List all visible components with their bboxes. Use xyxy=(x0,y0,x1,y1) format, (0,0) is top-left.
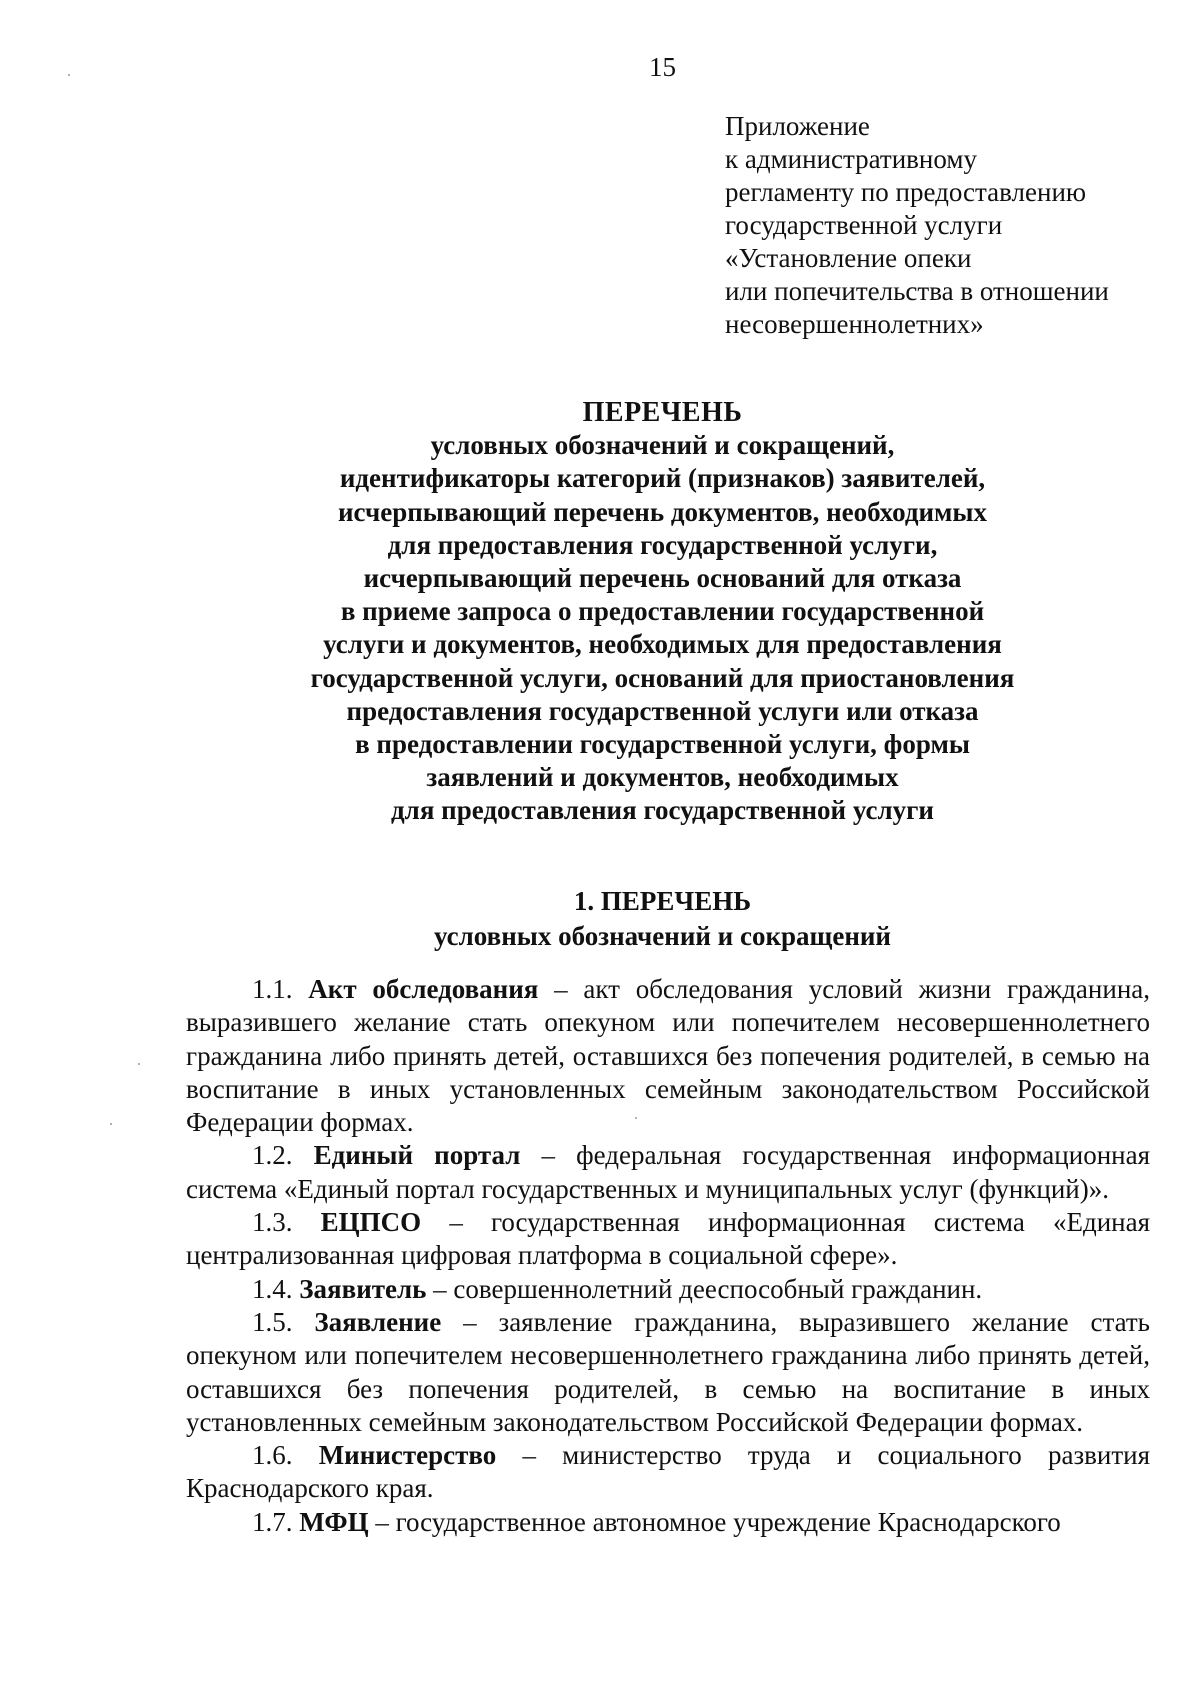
item-number: 1.5. xyxy=(252,1306,293,1337)
appendix-line: «Установление опеки xyxy=(725,243,972,273)
scan-speck xyxy=(635,1117,637,1119)
appendix-line: регламенту по предоставлению xyxy=(725,177,1087,207)
definition-item xyxy=(186,1139,1150,1206)
appendix-line: несовершеннолетних» xyxy=(725,309,984,339)
item-term: ЕЦПСО xyxy=(320,1207,422,1238)
appendix-line: или попечительства в отношении xyxy=(725,276,1109,306)
appendix-note xyxy=(725,110,1185,341)
item-definition: – заявление гражданина, выразившего желание стать опекуном или попечителем несовершеннолетнего гражданина либо принять детей, оставшихся без попечения родителей, в семью на воспитание в иных установленных семейным законодательством Российской Федерации формах. xyxy=(186,1306,1150,1437)
item-term: Министерство xyxy=(318,1440,497,1471)
definitions-list xyxy=(186,973,1150,1539)
item-definition: – федеральная государственная информационная система «Единый портал государственных и муниципальных услуг (функций)». xyxy=(186,1140,1150,1204)
title-line: для предоставления государственной услуги, xyxy=(387,529,938,560)
title-line: исчерпывающий перечень документов, необходимых xyxy=(337,496,987,527)
definition-item xyxy=(186,1506,1150,1539)
title-line: в приеме запроса о предоставлении государственной xyxy=(340,596,985,627)
title-line: в предоставлении государственной услуги, формы xyxy=(355,729,970,760)
title-line: идентификаторы категорий (признаков) заявителей, xyxy=(339,463,986,494)
item-term: МФЦ xyxy=(299,1506,369,1537)
document-title xyxy=(0,396,1200,828)
item-term: Заявление xyxy=(314,1306,442,1337)
scan-speck xyxy=(110,1123,112,1125)
item-number: 1.4. xyxy=(252,1273,293,1304)
item-definition: – министерство труда и социального развития Краснодарского края. xyxy=(186,1440,1151,1504)
section-subtitle: условных обозначений и сокращений xyxy=(433,921,891,951)
scan-speck xyxy=(138,1063,140,1065)
page-number: 15 xyxy=(649,52,676,82)
section-title: 1. ПЕРЕЧЕНЬ xyxy=(573,886,752,916)
title-line: для предоставления государственной услуги xyxy=(391,795,934,826)
item-term: Акт обследования xyxy=(308,974,539,1004)
item-number: 1.2. xyxy=(252,1140,293,1171)
title-heading: ПЕРЕЧЕНЬ xyxy=(582,397,743,428)
appendix-line: государственной услуги xyxy=(725,210,1003,240)
title-line: услуги и документов, необходимых для предоставления xyxy=(323,629,1002,660)
appendix-line: Приложение xyxy=(725,111,870,141)
definition-item xyxy=(186,1306,1150,1439)
definition-item xyxy=(186,973,1150,1139)
title-line: заявлений и документов, необходимых xyxy=(426,762,899,793)
definition-item xyxy=(186,1439,1150,1506)
item-term: Заявитель xyxy=(299,1273,427,1304)
title-line: государственной услуги, оснований для приостановления xyxy=(310,662,1015,693)
section-heading xyxy=(0,884,1200,954)
item-definition: – государственная информационная система «Единая централизованная цифровая платформа в социальной сфере». xyxy=(186,1207,1150,1271)
definition-item xyxy=(186,1273,1150,1306)
item-number: 1.1. xyxy=(252,974,293,1004)
scan-speck xyxy=(68,74,70,76)
item-term: Единый портал xyxy=(313,1140,521,1171)
item-definition: – акт обследования условий жизни гражданина, выразившего желание стать опекуном или попечителем несовершеннолетнего гражданина либо принять детей, оставшихся без попечения родителей, в семью на воспитание в иных установленных семейным законодательством Российской Федерации формах. xyxy=(186,974,1151,1138)
title-line: предоставления государственной услуги или отказа xyxy=(346,695,979,726)
item-number: 1.3. xyxy=(252,1207,293,1238)
definition-item xyxy=(186,1206,1150,1273)
appendix-line: к административному xyxy=(725,144,977,174)
item-number: 1.6. xyxy=(252,1440,293,1471)
item-definition: – совершеннолетний дееспособный гражданин. xyxy=(426,1273,983,1304)
item-number: 1.7. xyxy=(252,1506,293,1537)
title-line: условных обозначений и сокращений, xyxy=(430,430,895,461)
item-definition: – государственное автономное учреждение Краснодарского xyxy=(368,1506,1061,1537)
title-line: исчерпывающий перечень оснований для отказа xyxy=(363,563,962,594)
